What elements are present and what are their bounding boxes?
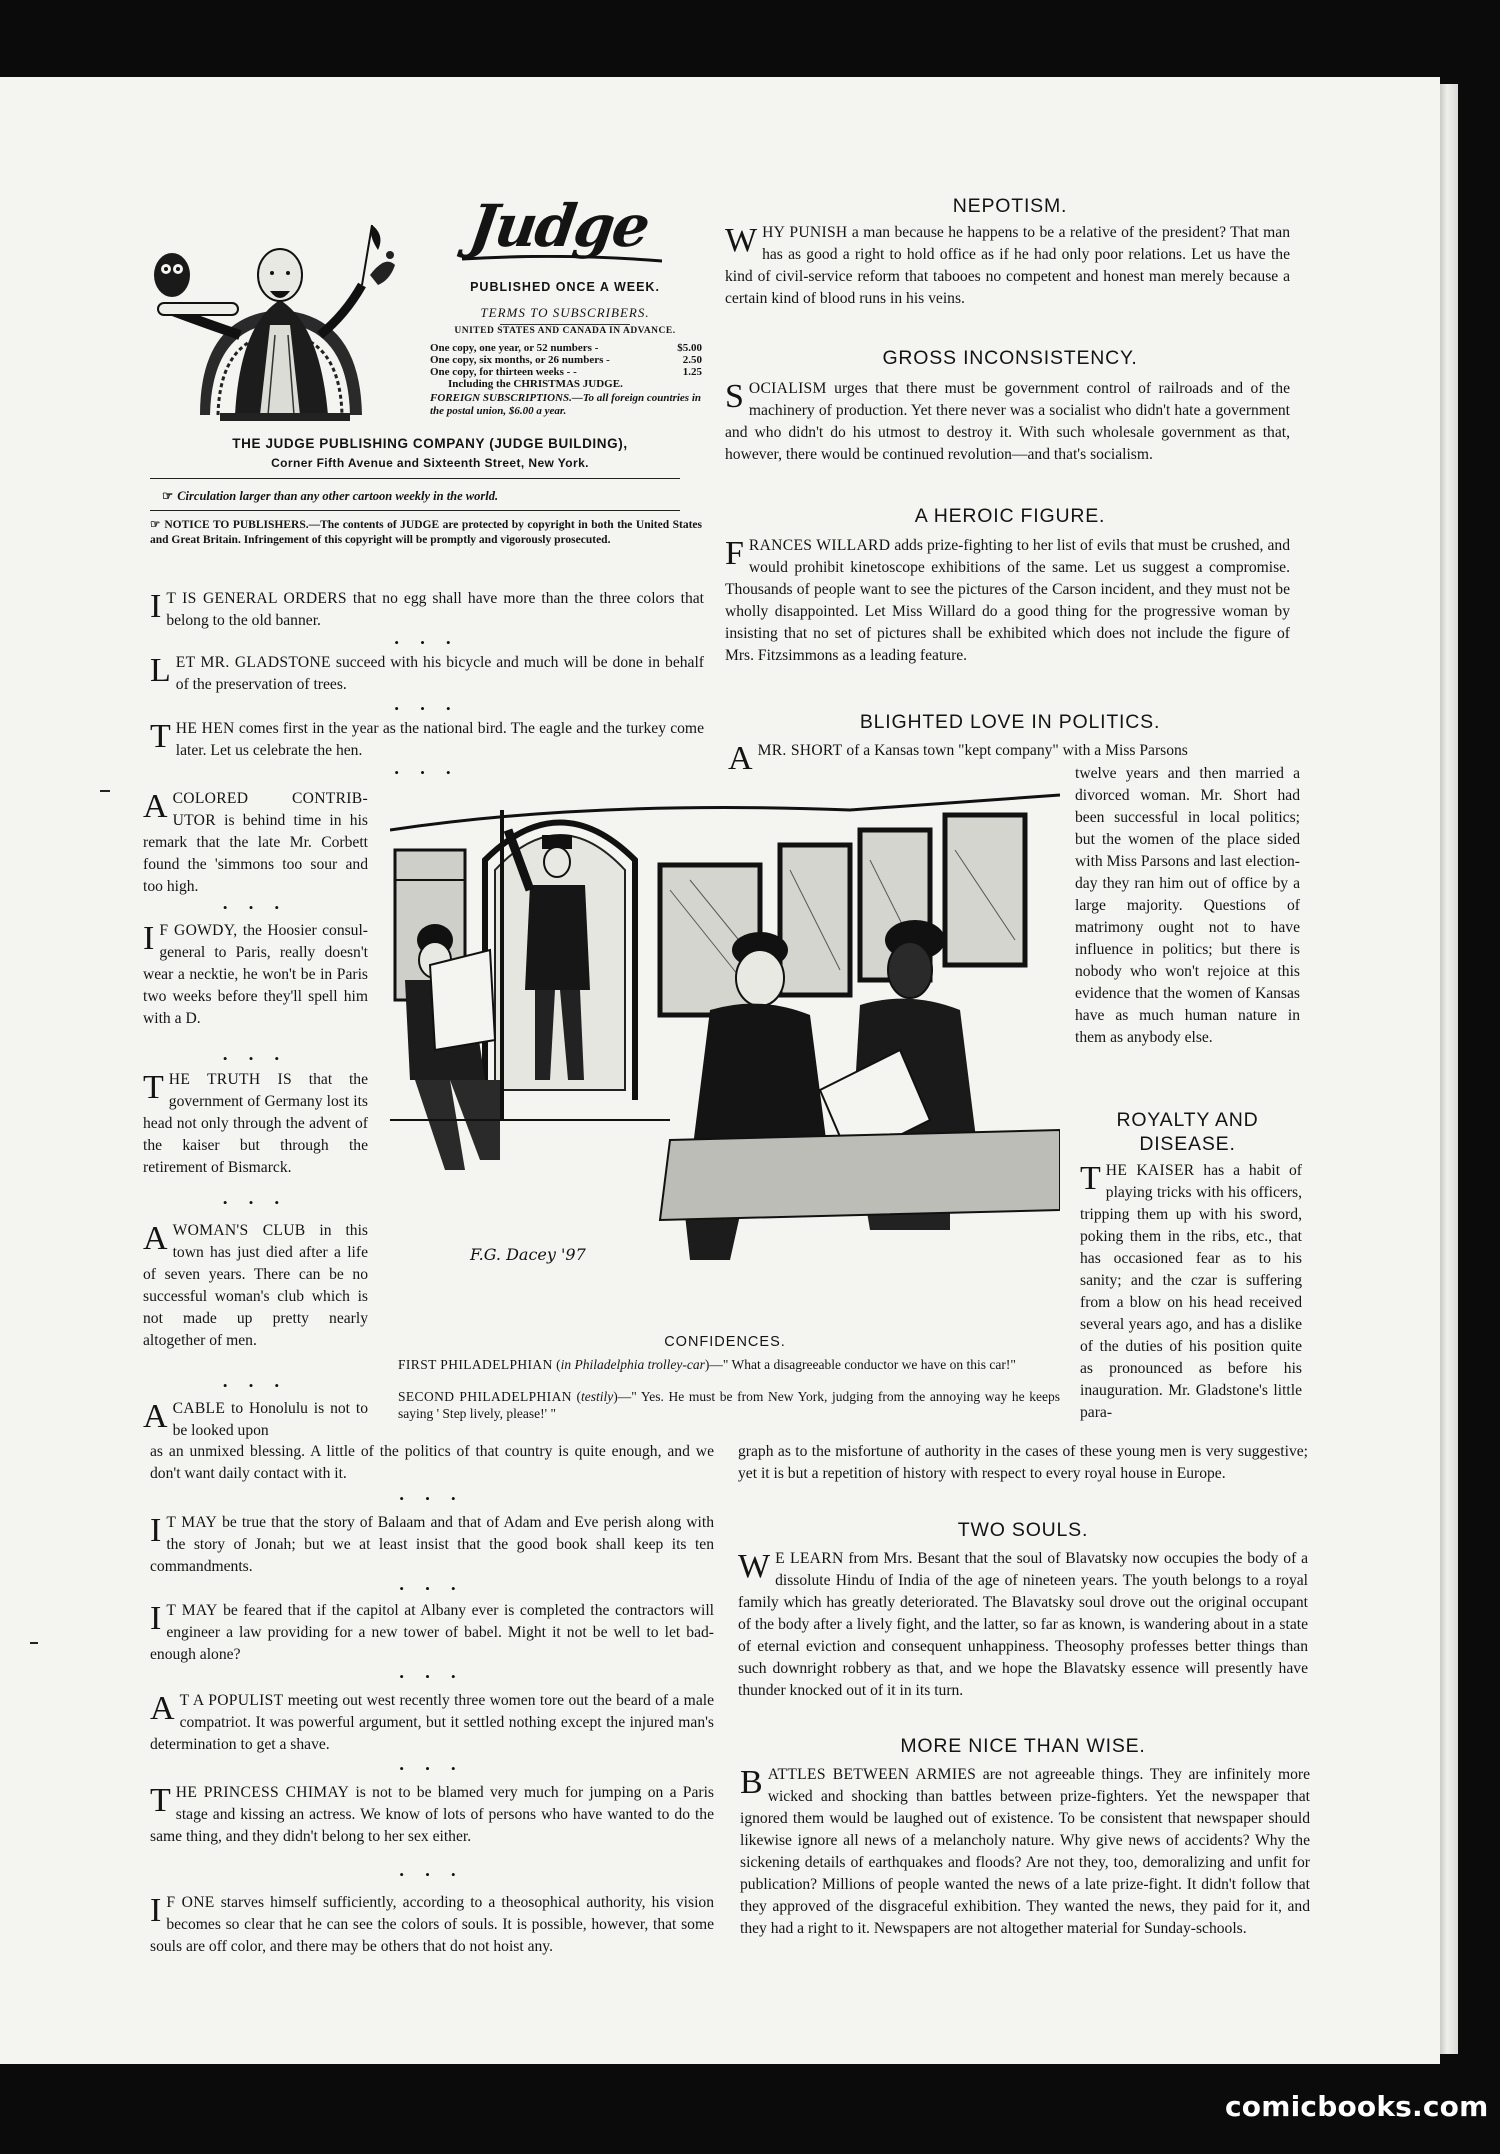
pointing-hand-icon: ☞ (162, 489, 174, 503)
article-heading: MORE NICE THAN WISE. (900, 1735, 1146, 1757)
article-body (725, 378, 1290, 466)
lead-caps: T MAY (166, 1602, 218, 1619)
drop-cap: T (150, 1782, 171, 1819)
item-text: be feared that if the capitol at Albany ever is completed the contractors will engineer a law providing for a new tower of babel. Might it not be well to let bad-enough alone? (150, 1602, 714, 1663)
cartoon-caption-line: SECOND PHILADELPHIAN (testily)—" Yes. He must be from New York, judging from the annoying way he keeps saying ' Step lively, please!' " (398, 1389, 1061, 1421)
article-body (725, 535, 1290, 667)
article-text: a man because he happens to be a relative of the president? That man has as good a right to hold office as if he had only poor relations. Let us have the kind of civil-service reform that tabooes no competent and honest man merely because a certain kind of blood runs in his veins. (725, 224, 1290, 307)
lead-caps: F GOWDY, (159, 922, 238, 939)
separator: • • • (399, 1761, 465, 1776)
left-item (143, 788, 368, 898)
terms-rule (500, 324, 630, 325)
lead-caps: HE HEN (175, 720, 235, 737)
publisher-address: Corner Fifth Avenue and Sixteenth Street, New York. (271, 456, 589, 470)
page-edge (1440, 84, 1458, 2054)
publication-frequency: PUBLISHED ONCE A WEEK. (470, 280, 660, 294)
separator: • • • (399, 1581, 465, 1596)
separator: • • • (222, 1051, 289, 1066)
item-text: starves himself sufficiently, according to a theosophical authority, his vision becomes so clear that he can see the colors of souls. It is possible, however, that some souls are off color, and there may be others that do not hoist any. (150, 1894, 715, 1955)
separator: • • • (399, 1669, 465, 1684)
drop-cap: I (150, 1892, 162, 1929)
speaker-name: FIRST PHILADELPHIAN (398, 1357, 553, 1372)
notice-text: NOTICE TO PUBLISHERS.—The contents of JUDGE are protected by copyright in both the United States and Great Britain. Infringement of this copyright will be promptly and vigorously prosecuted. (150, 519, 702, 546)
article-body-narrow: twelve years and then married a divorced woman. Mr. Short had been successful in local politics; but the women of the place sided with Miss Parsons and last election-day they ran him out of office by a large majority. Questions of matrimony ought not to have influence in politics; but there is nobody who won't rejoice at this evidence that the women of Kansas have as much human nature in them as anybody else. (1075, 765, 1300, 1046)
drop-cap: A (143, 1398, 168, 1435)
foreign-subscriptions: FOREIGN SUBSCRIPTIONS.—To all foreign countries in the postal union, $6.00 a year. (430, 392, 701, 417)
left-item (150, 588, 704, 632)
item-text: is not to be blamed very much for jumping on a Paris stage and kissing an actress. We know of lots of persons who have wanted to do the same thing, and they didn't belong to her sex either. (150, 1784, 714, 1845)
drop-cap: L (150, 652, 171, 689)
article-body (738, 1548, 1308, 1702)
article-heading: TWO SOULS. (957, 1519, 1089, 1541)
rate-row (430, 342, 702, 354)
rate-label: One copy, one year, or 52 numbers - (430, 342, 599, 354)
masthead-rule (150, 510, 680, 511)
drop-cap: T (150, 718, 171, 755)
masthead-rule (150, 478, 680, 479)
article-heading: BLIGHTED LOVE IN POLITICS. (859, 711, 1161, 733)
article-body-continued: graph as to the misfortune of authority in the cases of these young men is very suggestive; yet it is but a repetition of history with respect to every royal house in Europe. (738, 1443, 1308, 1482)
item-text: that no egg shall have more than the three colors that belong to the old banner. (166, 590, 704, 629)
drop-cap: W (738, 1548, 771, 1585)
left-item (150, 1892, 714, 1958)
item-text: to Honolulu is not to be looked upon (172, 1400, 368, 1439)
cartoon-caption-title: CONFIDENCES. (664, 1334, 786, 1350)
left-item (143, 920, 368, 1030)
item-text: that the government of Germany lost its head not only through the advent of the kaiser but through the retirement of Bismarck. (143, 1071, 368, 1176)
domestic-rates-label: UNITED STATES AND CANADA IN ADVANCE. (454, 326, 676, 336)
article-text: urges that there must be government control of railroads and of the machinery of production. Yet there never was a socialist who didn't hate a government and who didn't do his utmost to destroy it. With such wholesale government as that, however, there would be continued revolution—and that's socialism. (725, 380, 1290, 463)
lead-caps: HY PUNISH (762, 224, 848, 241)
rate-price: 1.25 (682, 366, 702, 378)
left-item (143, 1220, 368, 1352)
judge-logo: Judge (465, 192, 653, 260)
circulation-note (162, 488, 702, 504)
lead-caps: T MAY (166, 1514, 218, 1531)
artist-signature: F.G. Dacey '97 (470, 1245, 586, 1264)
lead-caps: T IS GENERAL ORDERS (166, 590, 347, 607)
item-text: succeed with his bicycle and much will be done in behalf of the preservation of trees. (175, 654, 704, 693)
drop-cap: S (725, 378, 744, 415)
lead-caps: MR. SHORT (757, 742, 843, 759)
left-item (150, 1600, 714, 1666)
lead-caps: HE PRINCESS CHIMAY (175, 1784, 350, 1801)
drop-cap: A (150, 1690, 175, 1727)
lead-caps: ET MR. GLADSTONE (175, 654, 331, 671)
dialogue: —" What a disagreeable conductor we have on this car!" (709, 1357, 1016, 1372)
rate-price: $5.00 (677, 342, 702, 354)
separator: • • • (399, 1867, 465, 1882)
left-item (150, 1690, 714, 1756)
drop-cap: I (150, 588, 162, 625)
binding-shadow (1458, 84, 1500, 2054)
article-text: from Mrs. Besant that the soul of Blavatsky now occupies the body of a dissolute Hindu of India of the age of nineteen years. The youth belongs to a royal family which has greatly deteriorated. The Blavatsky soul drove out the original occupant of the body after a lively fight, and the latter, so far as known, is wandering about in a state of eternal eviction and consequent unhappiness. Theosophy professes better things than such downright robbery as that, and we hope the Blavatsky essence will presently have thunder knocked out of it in its turn. (738, 1550, 1309, 1699)
lead-caps: OCIALISM (748, 380, 827, 397)
item-text: the Hoosier consul-general to Paris, really doesn't wear a necktie, he won't be in Paris two weeks before they'll spell him with a D. (143, 922, 369, 1027)
drop-cap: A (143, 1220, 168, 1257)
drop-cap: W (725, 222, 758, 259)
notice-to-publishers (150, 518, 702, 548)
trolley-car-cartoon (390, 790, 1060, 1290)
left-item (143, 1398, 368, 1442)
publisher-name: THE JUDGE PUBLISHING COMPANY (JUDGE BUILDING), (232, 436, 628, 451)
drop-cap: I (143, 920, 155, 957)
lead-caps: RANCES WILLARD (748, 537, 891, 554)
drop-cap: I (150, 1600, 162, 1637)
scan-mark (30, 1642, 38, 1644)
drop-cap: A (143, 788, 168, 825)
rate-label: One copy, six months, or 26 numbers - (430, 354, 610, 366)
speaker-name: SECOND PHILADELPHIAN (398, 1389, 572, 1404)
item-text: meeting out west recently three women tore out the beard of a male compatriot. It was powerful argument, but it settled nothing except the injured man's determination to get a shave. (150, 1692, 714, 1753)
item-text: be true that the story of Balaam and that of Adam and Eve perish along with the story of Jonah; but we at least insist that the good book shall keep its ten commandments. (150, 1514, 714, 1575)
cartoon-caption-line: FIRST PHILADELPHIAN (in Philadelphia trolley-car)—" What a disagreeable conductor we have on this car!" (398, 1357, 1016, 1372)
article-heading: GROSS INCONSISTENCY. (882, 347, 1138, 369)
rate-price: 2.50 (682, 354, 702, 366)
left-item (150, 652, 704, 696)
separator: • • • (394, 635, 460, 650)
dialogue: —" Yes. He must be from New York, judging from the annoying way he keeps saying ' Step lively, please!' " (398, 1389, 1061, 1421)
rate-row (430, 366, 702, 378)
separator: • • • (222, 1195, 289, 1210)
item-text: is behind time in his remark that the late Mr. Corbett found the 'simmons too sour and too high. (143, 812, 368, 895)
article-text: of a Kansas town "kept company" with a Miss Parsons (842, 742, 1188, 759)
left-item-continued: as an unmixed blessing. A little of the politics of that country is quite enough, and we don't want daily contact with it. (150, 1443, 714, 1482)
left-item (150, 1782, 714, 1848)
judge-masthead-illustration (140, 205, 408, 427)
separator: • • • (222, 900, 289, 915)
article-heading: NEPOTISM. (952, 195, 1068, 217)
lead-caps: E LEARN (775, 1550, 844, 1567)
left-item (150, 718, 704, 762)
stage-direction: in Philadelphia trolley-car (560, 1357, 705, 1372)
rate-label: One copy, for thirteen weeks - - (430, 366, 577, 378)
drop-cap: T (1080, 1160, 1101, 1197)
logo-underline (462, 255, 662, 263)
site-watermark: comicbooks.com (1225, 2090, 1489, 2123)
separator: • • • (222, 1378, 289, 1393)
stage-direction: testily (581, 1389, 614, 1404)
article-body (740, 1764, 1310, 1940)
scan-mark (100, 790, 110, 792)
drop-cap: A (728, 740, 753, 777)
article-heading: A HEROIC FIGURE. (914, 505, 1106, 527)
lead-caps: CABLE (172, 1400, 226, 1417)
separator: • • • (399, 1491, 465, 1506)
drop-cap: T (143, 1069, 164, 1106)
drop-cap: I (150, 1512, 162, 1549)
article-text: adds prize-fighting to her list of evils that must be crushed, and would prohibit kinetoscope exhibitions of the same. Let us suggest a compromise. Thousands of people want to see the pictures of the Carson incident, and they must not be wholly disappointed. Let Miss Willard do a good thing for the progressive woman by insisting that no set of pictures shall be exhibited which does not include the figure of Mrs. Fitzsimmons as a leading feature. (725, 537, 1290, 664)
separator: • • • (394, 765, 460, 780)
lead-caps: F ONE (166, 1894, 215, 1911)
circulation-text: Circulation larger than any other cartoon weekly in the world. (177, 489, 499, 503)
article-body (725, 222, 1290, 310)
rate-row (430, 354, 702, 366)
lead-caps: ATTLES BETWEEN ARMIES (767, 1766, 977, 1783)
terms-heading: TERMS TO SUBSCRIBERS. (480, 305, 650, 320)
article-body (1080, 1160, 1302, 1424)
pointing-hand-icon: ☞ (150, 519, 161, 531)
separator: • • • (394, 701, 460, 716)
article-text: has a habit of playing tricks with his officers, tripping them up with his sword, poking them in the ribs, etc., that has occasioned fear as to his sanity; and the czar is suffering from a blow on his head received several years ago, and has a dislike of the duties of his position quite as pronounced as before his inauguration. Mr. Gladstone's little para- (1080, 1162, 1302, 1421)
article-text: are not agreeable things. They are infinitely more wicked and shocking than battles between prize-fighters. Yet the newspaper that ignored them would be laughed out of existence. To be consistent that newspaper should likewise ignore all news of a melancholy nature. Why give news of accidents? Why the sickening details of earthquakes and floods? Are not they, too, demoralizing and unfit for publication? Millions of people wanted the news of a late prize-fight. It didn't follow that they approved of the disgraceful exhibition. They wanted the news, they paid for it, and they had a right to it. Newspapers are not altogether material for Sunday-schools. (740, 1766, 1310, 1937)
lead-caps: WOMAN'S CLUB (172, 1222, 306, 1239)
article-heading: ROYALTY AND DISEASE. (1116, 1109, 1259, 1155)
left-item (143, 1069, 368, 1179)
lead-caps: HE KAISER (1105, 1162, 1195, 1179)
lead-caps: T A POPULIST (179, 1692, 284, 1709)
lead-caps: COLORED CONTRIB-UTOR (172, 790, 368, 829)
item-text: comes first in the year as the national bird. The eagle and the turkey come later. Let us celebrate the hen. (175, 720, 704, 759)
left-item (150, 1512, 714, 1578)
christmas-note: Including the CHRISTMAS JUDGE. (448, 378, 623, 390)
drop-cap: F (725, 535, 744, 572)
item-text: in this town has just died after a life of seven years. There can be no successful woman's club which is not made up pretty nearly altogether of men. (143, 1222, 368, 1349)
drop-cap: B (740, 1764, 763, 1801)
lead-caps: HE TRUTH IS (168, 1071, 292, 1088)
